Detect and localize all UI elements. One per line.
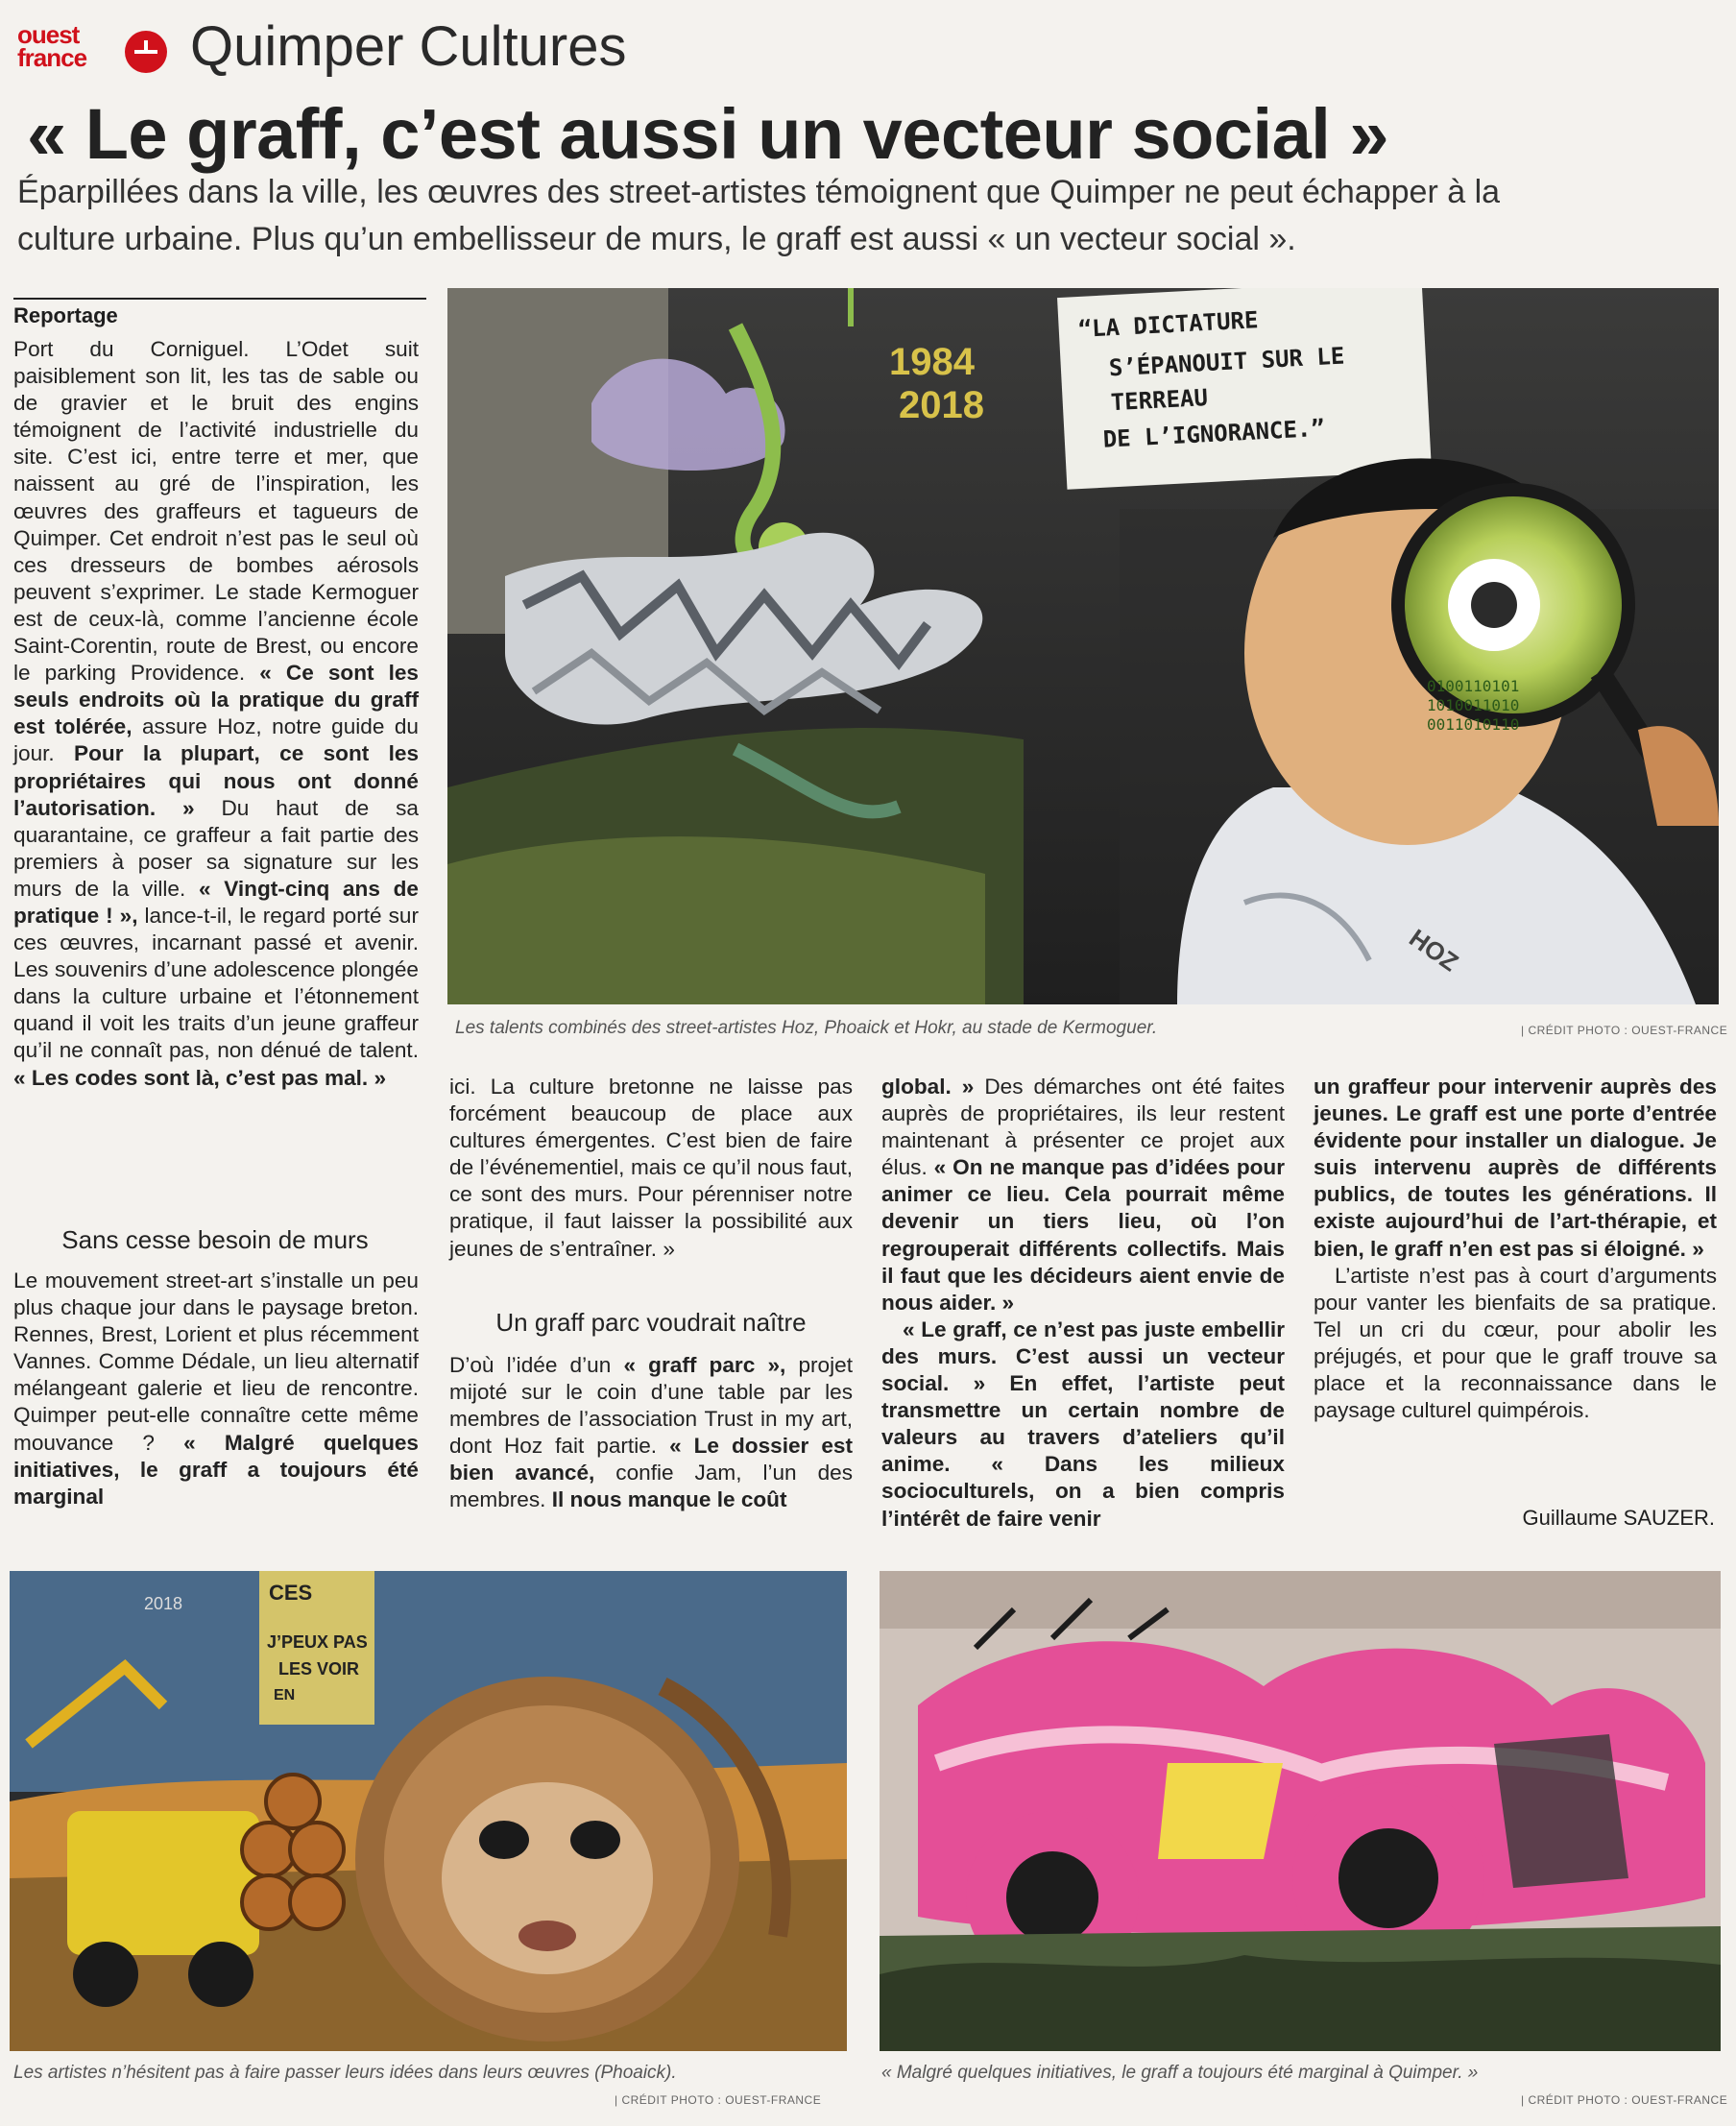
paragraph-text: Tel un cri du cœur, pour abolir les préjugés, et pour que le graff trouve sa place et la reconnaissance dans le paysage culturel quimpérois. [1314, 1317, 1717, 1423]
headline: « Le graff, c’est aussi un vecteur social » [27, 94, 1388, 174]
quote-text: « Le graff, ce n’est pas juste embellir des murs. C’est aussi un vecteur social. » En effet, l’artiste peut transmettre un certain nombre de valeurs au travers d’ateliers qu’il anime. [881, 1317, 1285, 1477]
quote-text: un graffeur pour intervenir auprès des jeunes. Le graff est une porte d’entrée évidente pour installer un dialogue. Je suis intervenu auprès de différents publics, de toutes les générations. Il existe aujourd’hui de l’art-thérapie, et bien, le graff n’en est pas si éloigné. » [1314, 1075, 1717, 1261]
paragraph-text: Du haut de sa quarantaine, ce graffeur a fait partie des premiers à poser sa signature sur les murs de la ville. [13, 795, 419, 901]
mural-year: 2018 [144, 1594, 183, 1613]
mural-tag-hoz: HOZ [1404, 923, 1464, 978]
logo-red-disc-icon [125, 31, 167, 73]
paragraph-text: Le mouvement street-art s’installe un peu plus chaque jour dans le paysage breton. Rennes, Brest, Lorient et plus récemment Vannes. Comme Dédale, un lieu alternatif mélangeant galerie et lieu de rencontre. Quimper peut-elle connaître cette même mouvance ? [13, 1268, 419, 1455]
binary-digits: 1010011010 [1427, 696, 1520, 714]
article-column-2-part-2 [449, 1352, 853, 1514]
paragraph-text: ici. La culture bretonne ne laisse pas forcément beaucoup de place aux cultures émergentes. C’est bien de faire de l’événementiel, mais ce qu’il nous faut, ce sont des murs. Pour pérenniser notre pratique, il faut laisser la possibilité aux jeunes de s’entraîner. » [449, 1075, 853, 1261]
quote-text: « Vingt-cinq ans de pratique ! », [13, 876, 419, 928]
article-column-1-part-1 [13, 336, 419, 1092]
quote-text: « Les codes sont là, c’est pas mal. » [13, 1065, 387, 1090]
paragraph-text: confie Jam, l’un des membres. [449, 1461, 853, 1512]
mural-quote-line-1: “LA DICTATURE [1077, 306, 1260, 343]
subheading-graff-parc: Un graff parc voudrait naître [495, 1308, 807, 1337]
quote-text: « On ne manque pas d’idées pour animer ce lieu. Cela pourrait même devenir un tiers lieu, où l’on regrouperait différents collectifs. Mais il faut que les décideurs aient envie de nous aider. » [881, 1155, 1286, 1315]
quote-text: « Le dossier est bien avancé, [449, 1434, 853, 1486]
logo-word-france: france [17, 43, 87, 72]
photo-credit: | CRÉDIT PHOTO : OUEST-FRANCE [1521, 1024, 1728, 1037]
photo-graffiti-pink [880, 1571, 1721, 2051]
paragraph-text: assure Hoz, notre guide du jour. [13, 714, 419, 766]
quote-text: « Malgré quelques initiatives, le graff a toujours été marginal [13, 1430, 419, 1509]
ouest-france-logo [17, 20, 154, 73]
photo-mural-kermoguer [447, 288, 1719, 1004]
quote-text: « Ce sont les seuls endroits où la pratique du graff est tolérée, [13, 661, 419, 739]
sign-text-line-4: EN [274, 1687, 296, 1703]
binary-digits: 0100110101 [1427, 677, 1520, 695]
sign-text-line-2: J’PEUX PAS [267, 1632, 368, 1652]
paragraph-text: Port du Corniguel. L’Odet suit paisiblement son lit, les tas de sable ou de gravier et le bruit des engins témoignent de l’activité industrielle du site. C’est ici, entre terre et mer, que naissent au gré de l’inspiration, les œuvres des graffeurs et tagueurs de Quimper. Cet endroit n’est pas le seul où ces dresseurs de bombes aérosols peuvent s’exprimer. Le stade Kermoguer est de ceux-là, comme l’ancienne école Saint-Corentin, route de Brest, ou encore le parking Providence. [13, 337, 419, 686]
photo-caption: Les talents combinés des street-artistes Hoz, Phoaick et Hokr, au stade de Kermoguer. [455, 1018, 1158, 1038]
article-column-2 [449, 1074, 853, 1263]
mural-quote-line-3: TERREAU [1110, 384, 1209, 417]
photo-credit: | CRÉDIT PHOTO : OUEST-FRANCE [615, 2093, 822, 2107]
article-column-1-part-2 [13, 1268, 419, 1510]
paragraph-text: projet mijoté sur le coin d’une table par les membres de l’association Trust in my art, dont Hoz fait partie. [449, 1353, 853, 1459]
paragraph-text: Des démarches ont été faites auprès de propriétaires, ils leur restent maintenant à présenter ce projet aux élus. [881, 1075, 1285, 1180]
standfirst: Éparpillées dans la ville, les œuvres des street-artistes témoignent que Quimper ne peut échapper à la culture urbaine. Plus qu’un embellisseur de murs, le graff est aussi « un vecteur social ». [17, 174, 1501, 257]
article-column-3 [881, 1074, 1285, 1533]
quote-text: « graff parc », [623, 1353, 786, 1377]
mural-quote-line-4: DE L’IGNORANCE.” [1102, 414, 1326, 453]
photo-caption: « Malgré quelques initiatives, le graff a toujours été marginal à Quimper. » [881, 2063, 1479, 2083]
subheading-murs: Sans cesse besoin de murs [61, 1225, 369, 1254]
sign-text-line-3: LES VOIR [278, 1659, 360, 1679]
mural-year-1984: 1984 [889, 341, 975, 383]
section-title: Quimper Cultures [190, 15, 627, 78]
rubric-label: Reportage [13, 298, 426, 328]
mural-quote-line-2: S’ÉPANOUIT SUR LE [1108, 342, 1345, 382]
sign-text-line-1: CES [269, 1581, 313, 1605]
quote-text: global. » [881, 1075, 975, 1099]
quote-text: « Dans les milieux socioculturels, on a bien compris l’intérêt de faire venir [881, 1452, 1285, 1531]
paragraph-text: L’artiste n’est pas à court d’arguments pour vanter les bienfaits de sa pratique. [1314, 1263, 1717, 1315]
logo-word-ouest: ouest [17, 20, 80, 49]
binary-digits: 0011010110 [1427, 715, 1520, 734]
quote-text: Pour la plupart, ce sont les propriétaires qui nous ont donné l’autorisation. » [13, 741, 420, 820]
photo-mural-phoaick [10, 1571, 847, 2051]
photo-caption: Les artistes n’hésitent pas à faire passer leurs idées dans leurs œuvres (Phoaick). [13, 2063, 677, 2083]
quote-text: Il nous manque le coût [551, 1487, 787, 1512]
mural-year-2018: 2018 [899, 384, 984, 426]
byline: Guillaume SAUZER. [1522, 1506, 1715, 1530]
paragraph-text: D’où l’idée d’un [449, 1353, 612, 1377]
article-column-4 [1314, 1074, 1717, 1424]
paragraph-text: lance-t-il, le regard porté sur ces œuvres, incarnant passé et avenir. Les souvenirs d’une adolescence plongée dans la culture urbaine et l’étonnement quand il voit les traits d’un jeune graffeur qu’il ne connaît pas, non dénué de talent. [13, 903, 419, 1063]
photo-credit: | CRÉDIT PHOTO : OUEST-FRANCE [1521, 2093, 1728, 2107]
